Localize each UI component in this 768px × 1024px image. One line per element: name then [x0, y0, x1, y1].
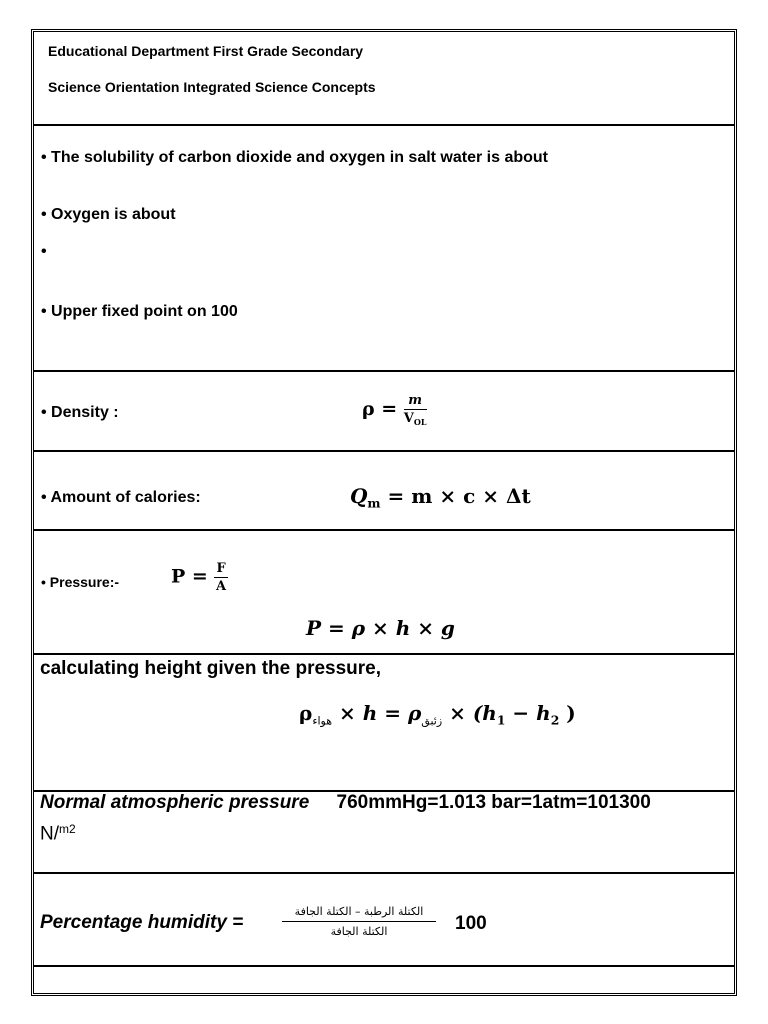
divider	[34, 370, 734, 372]
height-formula	[299, 701, 576, 727]
height-h1-sub: 1	[496, 712, 506, 728]
note-oxygen: • Oxygen is about	[41, 206, 176, 223]
density-fraction	[404, 393, 427, 427]
height-rho-air: ρ	[299, 701, 313, 725]
pressure-numerator: F	[216, 561, 226, 576]
divider	[34, 529, 734, 531]
document-frame	[31, 29, 737, 996]
height-title: calculating height given the pressure,	[40, 658, 382, 679]
height-h2-sub: 2	[550, 712, 560, 728]
density-numerator: m	[404, 393, 427, 410]
height-mid: × h =	[339, 701, 408, 725]
height-minus: − h	[505, 701, 551, 725]
divider	[34, 653, 734, 655]
density-denominator: V	[403, 411, 414, 426]
pressure-denominator: A	[216, 579, 227, 594]
divider	[34, 124, 734, 126]
pressure-formula-1	[171, 561, 228, 594]
calories-label: • Amount of calories:	[41, 489, 201, 506]
calories-q: Q	[350, 484, 368, 508]
height-rho-mercury-sub: زئبق	[421, 714, 443, 728]
note-empty-bullet: •	[41, 243, 47, 260]
calories-formula	[350, 484, 531, 510]
note-upper-fixed-point: • Upper fixed point on 100	[41, 303, 238, 320]
divider	[34, 450, 734, 452]
height-close: )	[559, 701, 576, 725]
atmosphere-value: 760mmHg=1.013 bar=1atm=101300	[336, 792, 651, 813]
divider	[34, 872, 734, 874]
header-line-1: Educational Department First Grade Secondary	[48, 43, 364, 59]
humidity-factor: 100	[455, 913, 487, 934]
humidity-fraction	[282, 905, 436, 938]
height-rho-air-sub: هواء	[312, 714, 333, 728]
pressure-label: • Pressure:-	[41, 574, 120, 590]
atmosphere-label: Normal atmospheric pressure	[40, 792, 310, 813]
density-denominator-sub: OL	[413, 416, 427, 427]
divider	[34, 965, 734, 967]
header-line-2: Science Orientation Integrated Science Concepts	[48, 79, 376, 95]
density-label: • Density :	[41, 404, 119, 421]
calories-rhs: = m × c × Δt	[387, 484, 531, 508]
calories-q-sub: m	[367, 495, 381, 511]
height-rest: × (h	[449, 701, 497, 725]
density-lhs: ρ =	[362, 397, 398, 420]
pressure-fraction	[214, 561, 227, 594]
note-solubility: • The solubility of carbon dioxide and oxygen in salt water is about	[41, 149, 549, 166]
height-rho-mercury: ρ	[407, 701, 422, 725]
humidity-denominator: الكتلة الجافة	[330, 925, 388, 938]
atmosphere-block	[40, 790, 720, 848]
pressure-formula-2: P = ρ × h × g	[306, 616, 455, 640]
pressure-lhs: P =	[171, 565, 208, 588]
humidity-numerator: الكتلة الرطبة – الكتلة الجافة	[282, 905, 436, 922]
density-formula	[362, 393, 427, 427]
atmosphere-unit-sup: m2	[59, 822, 76, 836]
humidity-label: Percentage humidity =	[40, 912, 244, 933]
atmosphere-unit: N/	[40, 823, 59, 845]
